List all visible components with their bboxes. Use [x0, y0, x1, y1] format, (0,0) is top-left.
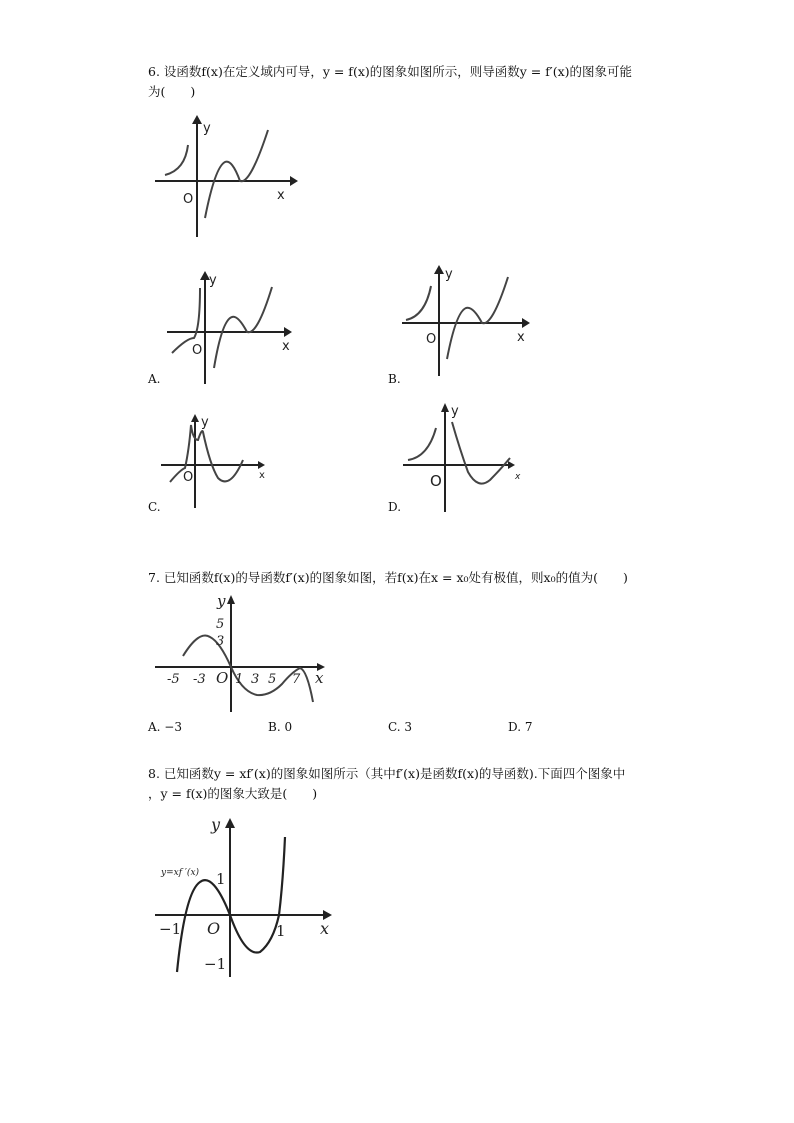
- svg-text:x: x: [517, 330, 525, 345]
- svg-text:O: O: [207, 919, 221, 938]
- svg-text:y: y: [209, 273, 217, 288]
- y-axis-arrow: [192, 115, 202, 124]
- q8-graph: [155, 812, 340, 982]
- q6-option-a-graph: [162, 268, 297, 386]
- axis-x-label: x: [320, 919, 330, 938]
- svg-text:5: 5: [268, 672, 277, 687]
- question-6-stem: 6. 设函数f(x)在定义域内可导，y = f(x)的图象如图所示，则导函数y = f′(x)的图象可能: [148, 64, 632, 79]
- svg-text:y: y: [445, 267, 453, 282]
- svg-text:-3: -3: [193, 672, 206, 687]
- option-a-label[interactable]: A.: [148, 372, 161, 386]
- axis-x-label: x: [277, 188, 285, 203]
- option-c-label[interactable]: C.: [148, 500, 161, 514]
- axis-y-label: y: [217, 592, 226, 610]
- svg-text:3: 3: [216, 634, 225, 649]
- derivative-curve: [183, 636, 313, 702]
- svg-text:x: x: [259, 470, 265, 481]
- x-axis-arrow: [290, 176, 298, 186]
- question-6-stem-cont: 为( ): [148, 84, 196, 99]
- option-b-label[interactable]: B.: [388, 372, 401, 386]
- q7-derivative-graph: [155, 592, 330, 717]
- svg-text:O: O: [192, 343, 203, 358]
- svg-text:7: 7: [292, 672, 301, 687]
- svg-text:3: 3: [251, 672, 260, 687]
- svg-text:5: 5: [216, 617, 225, 632]
- svg-text:O: O: [426, 332, 437, 347]
- q7-option-b[interactable]: B. 0: [268, 720, 293, 734]
- axis-x-label: x: [315, 669, 324, 687]
- q6-option-d-graph: [400, 400, 525, 515]
- svg-text:−1: −1: [159, 920, 182, 938]
- svg-text:O: O: [216, 669, 229, 687]
- svg-text:1: 1: [235, 672, 244, 687]
- svg-text:O: O: [430, 472, 442, 490]
- origin-label: O: [183, 192, 194, 207]
- axis-y-label: y: [203, 121, 211, 136]
- axis-y-label: y: [211, 815, 221, 834]
- q7-option-c[interactable]: C. 3: [388, 720, 413, 734]
- curve-left: [165, 145, 188, 175]
- svg-text:x: x: [515, 472, 521, 482]
- q6-option-c-graph: [158, 410, 273, 510]
- question-8-stem: 8. 已知函数y = xf′(x)的图象如图所示（其中f′(x)是函数f(x)的导函数).下面四个图象中: [148, 766, 626, 781]
- svg-text:O: O: [183, 470, 194, 485]
- option-d-label[interactable]: D.: [388, 500, 402, 514]
- svg-text:−1: −1: [204, 955, 227, 973]
- q6-main-graph: [150, 112, 300, 242]
- question-7-stem: 7. 已知函数f(x)的导函数f′(x)的图象如图，若f(x)在x = x₀处有极值，则x₀的值为( ): [148, 570, 628, 585]
- svg-text:-5: -5: [167, 672, 180, 687]
- curve-right: [205, 130, 268, 218]
- svg-text:1: 1: [276, 922, 286, 940]
- svg-text:y: y: [201, 415, 209, 430]
- svg-text:1: 1: [216, 870, 226, 888]
- svg-text:x: x: [282, 339, 290, 354]
- q6-option-b-graph: [400, 262, 535, 380]
- q7-option-d[interactable]: D. 7: [508, 720, 533, 734]
- svg-text:y: y: [451, 404, 459, 419]
- question-8-stem-cont: ，y = f(x)的图象大致是( ): [148, 786, 318, 801]
- q7-option-a[interactable]: A. −3: [148, 720, 182, 734]
- curve-label: y=xf ′(x): [161, 868, 200, 878]
